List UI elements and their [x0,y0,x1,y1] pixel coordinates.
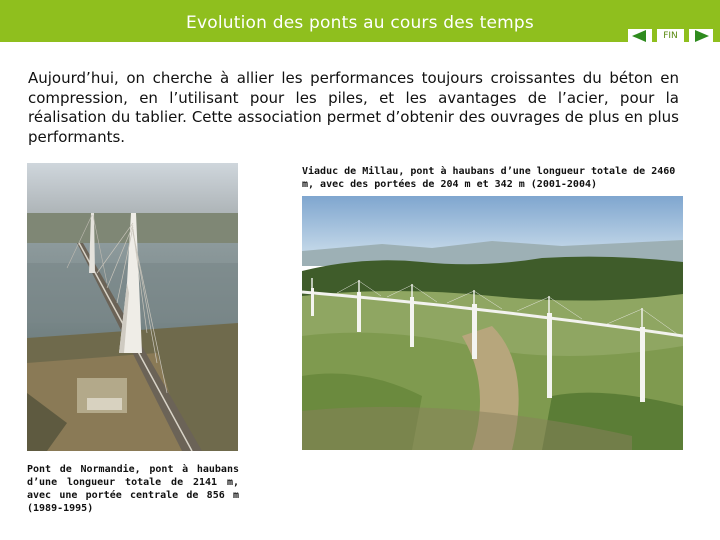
intro-paragraph: Aujourd’hui, on cherche à allier les performances toujours croissantes du béton en compression, en l’utilisant pour les piles, et les avantages de l’acier, pour la réalisation du tablier. Cette association permet d’obtenir des ouvrages de plus en plus performants. [28,69,679,146]
page-title: Evolution des ponts au cours des temps [186,13,534,33]
next-button[interactable] [689,29,713,43]
millau-viaduct-photo [302,196,683,450]
end-label: FIN [663,31,678,41]
millau-caption: Viaduc de Millau, pont à haubans d’une longueur totale de 2460 m, avec des portées de 204 m et 342 m (2001-2004) [302,166,676,190]
arrow-right-icon [689,29,713,43]
arrow-left-icon [628,29,652,43]
normandie-caption: Pont de Normandie, pont à haubans d’une longueur totale de 2141 m, avec une portée centrale de 856 m (1989-1995) [27,464,239,514]
end-button[interactable] [657,29,684,43]
normandie-bridge-photo [27,163,238,451]
title-bar [0,0,720,42]
previous-button[interactable] [628,29,652,43]
